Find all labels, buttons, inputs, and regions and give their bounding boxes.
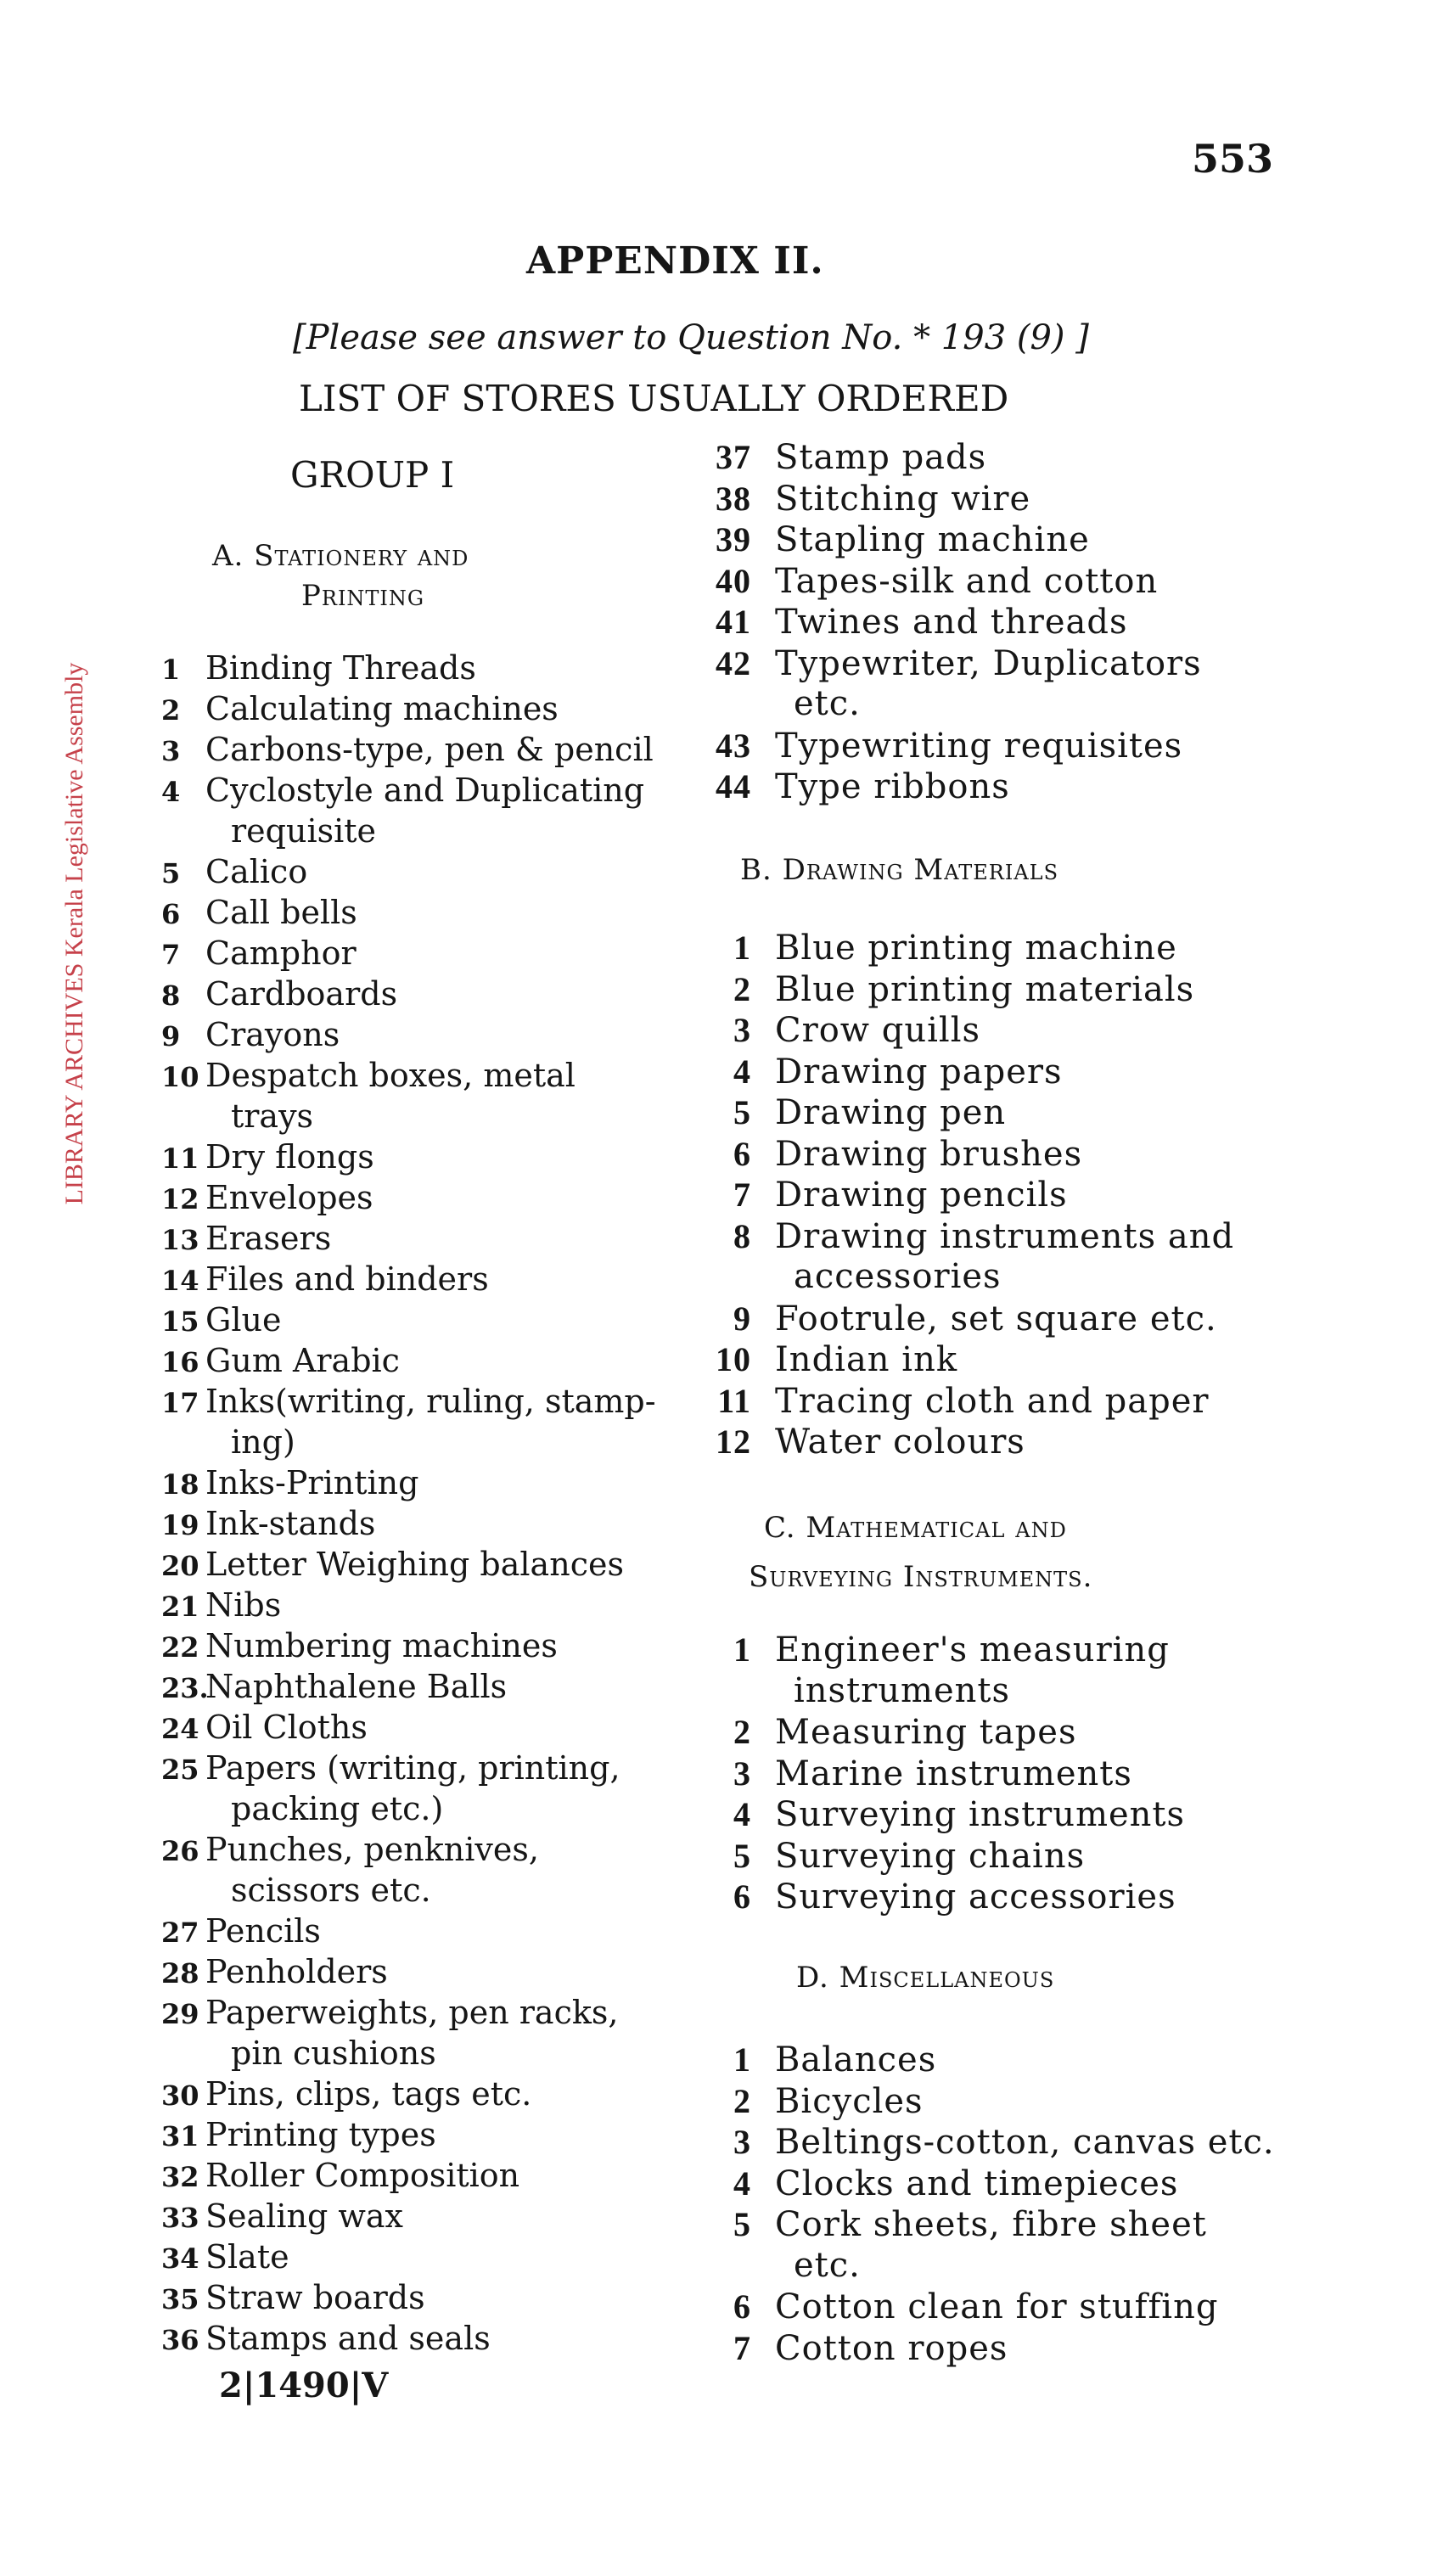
- item-text: Tapes-silk and cotton: [775, 561, 1159, 601]
- list-item: [161, 1301, 671, 1342]
- item-number: 16: [161, 1346, 199, 1378]
- list-item: [161, 1464, 671, 1505]
- list-item: [671, 1712, 1341, 1754]
- list-item: [161, 2320, 671, 2360]
- item-text: Ink-stands: [205, 1505, 376, 1542]
- item-text: Glue: [205, 1301, 282, 1339]
- list-item: [671, 1092, 1341, 1134]
- item-text: Sealing wax: [205, 2197, 403, 2235]
- item-text: Stitching wire: [775, 479, 1031, 519]
- item-text: Drawing pen: [775, 1093, 1007, 1132]
- item-number: 3: [733, 1011, 751, 1049]
- list-item: [161, 1709, 671, 1749]
- list-item-continuation: [161, 1872, 671, 1912]
- list-item: [161, 1505, 671, 1546]
- item-text: Blue printing machine: [775, 929, 1177, 968]
- list-item: [161, 1953, 671, 1994]
- list-item: [671, 2164, 1341, 2205]
- item-number: 5: [733, 1093, 751, 1131]
- item-number: 6: [733, 2287, 751, 2326]
- list-item: [671, 1877, 1341, 1918]
- item-text: Blue printing materials: [775, 969, 1195, 1009]
- item-number: 43: [716, 726, 751, 765]
- item-text: Letter Weighing balances: [205, 1546, 624, 1583]
- item-text: Slate: [205, 2238, 289, 2276]
- item-text: ing): [231, 1423, 295, 1461]
- item-text: requisite: [231, 812, 377, 850]
- list-item: [671, 726, 1341, 767]
- item-number: 27: [161, 1917, 199, 1949]
- list-item: [671, 2040, 1341, 2081]
- list-item-continuation: [161, 1097, 671, 1138]
- list-item: [161, 853, 671, 894]
- item-number: 9: [733, 1299, 751, 1338]
- item-number: 14: [161, 1265, 199, 1297]
- list-item-continuation: [671, 1257, 1341, 1299]
- section-c-title-line1: C. Mathematical and: [764, 1511, 1067, 1545]
- item-text: Marine instruments: [775, 1754, 1132, 1793]
- list-item: [161, 731, 671, 772]
- item-number: 42: [716, 643, 751, 682]
- item-text: Calculating machines: [205, 690, 559, 727]
- item-number: 8: [161, 979, 181, 1012]
- item-number: 2: [161, 694, 181, 727]
- item-text: Paperweights, pen racks,: [205, 1994, 619, 2031]
- list-item: [671, 1794, 1341, 1836]
- item-number: 31: [161, 2120, 199, 2152]
- item-text: Drawing brushes: [775, 1134, 1083, 1174]
- item-text: Roller Composition: [205, 2157, 520, 2194]
- list-item: [161, 2116, 671, 2157]
- list-item-continuation: [161, 812, 671, 853]
- item-text: Nibs: [205, 1586, 282, 1624]
- item-number: 5: [733, 2205, 751, 2243]
- item-text: Typewriter, Duplicators: [775, 643, 1202, 683]
- item-text: accessories: [794, 1257, 1002, 1296]
- list-item: [161, 2197, 671, 2238]
- item-number: 12: [716, 1423, 751, 1461]
- list-item: [671, 1175, 1341, 1216]
- item-text: Drawing instruments and: [775, 1216, 1235, 1256]
- item-text: etc.: [794, 684, 861, 723]
- section-a-title-line2: Printing: [301, 579, 425, 613]
- item-text: Printing types: [205, 2116, 436, 2153]
- item-number: 4: [733, 1795, 751, 1833]
- item-number: 3: [733, 1754, 751, 1793]
- item-text: Inks(writing, ruling, stamp-: [205, 1383, 656, 1420]
- item-text: Camphor: [205, 934, 357, 972]
- item-text: Gum Arabic: [205, 1342, 400, 1379]
- item-text: Balances: [775, 2040, 937, 2079]
- list-item: [161, 1179, 671, 1220]
- item-number: 6: [161, 898, 181, 930]
- item-text: Engineer's measuring: [775, 1630, 1170, 1670]
- section-d-list: [671, 2040, 1341, 2369]
- list-item: [161, 894, 671, 934]
- item-number: 13: [161, 1224, 199, 1256]
- item-number: 3: [161, 735, 181, 767]
- group-title: GROUP I: [290, 454, 455, 496]
- list-item: [671, 766, 1341, 808]
- list-item: [671, 561, 1341, 603]
- item-number: 10: [716, 1340, 751, 1378]
- list-item: [161, 2157, 671, 2197]
- page-number: 553: [1192, 136, 1274, 182]
- item-text: Stamp pads: [775, 438, 987, 477]
- item-number: 6: [733, 1877, 751, 1916]
- list-item: [161, 1994, 671, 2034]
- list-item: [161, 1912, 671, 1953]
- item-text: Inks-Printing: [205, 1464, 419, 1501]
- item-text: Cotton ropes: [775, 2328, 1008, 2368]
- list-item: [671, 1836, 1341, 1877]
- item-text: packing etc.): [231, 1790, 444, 1827]
- item-number: 26: [161, 1835, 199, 1867]
- list-item: [671, 1052, 1341, 1093]
- item-text: Envelopes: [205, 1179, 373, 1216]
- list-item: [161, 690, 671, 731]
- item-number: 21: [161, 1591, 199, 1623]
- item-number: 3: [733, 2123, 751, 2161]
- footer-code: 2|1490|V: [219, 2366, 389, 2405]
- item-number: 18: [161, 1468, 199, 1501]
- list-item: [671, 1339, 1341, 1381]
- list-heading: LIST OF STORES USUALLY ORDERED: [299, 378, 1009, 419]
- item-number: 5: [733, 1836, 751, 1875]
- list-item: [671, 479, 1341, 520]
- item-text: Numbering machines: [205, 1627, 558, 1664]
- item-number: 7: [733, 1176, 751, 1214]
- item-text: Straw boards: [205, 2279, 425, 2316]
- item-number: 1: [733, 2040, 751, 2079]
- item-number: 6: [733, 1134, 751, 1173]
- item-text: Papers (writing, printing,: [205, 1749, 620, 1787]
- item-text: Stapling machine: [775, 520, 1090, 559]
- item-number: 11: [161, 1142, 199, 1175]
- item-number: 22: [161, 1631, 199, 1664]
- watermark-text: LIBRARY ARCHIVES Kerala Legislative Assembly: [60, 662, 88, 1205]
- item-number: 20: [161, 1550, 199, 1582]
- item-text: Crow quills: [775, 1011, 981, 1050]
- list-item: [671, 1216, 1341, 1258]
- item-number: 15: [161, 1305, 199, 1338]
- item-text: Beltings-cotton, canvas etc.: [775, 2123, 1275, 2162]
- list-item: [161, 1016, 671, 1057]
- item-number: 2: [733, 969, 751, 1008]
- item-number: 1: [733, 1630, 751, 1669]
- item-number: 32: [161, 2161, 199, 2193]
- item-text: Surveying accessories: [775, 1877, 1176, 1917]
- list-item: [161, 649, 671, 690]
- list-item: [671, 1754, 1341, 1795]
- item-text: Carbons-type, pen & pencil: [205, 731, 654, 768]
- list-item: [671, 1422, 1341, 1463]
- list-item: [671, 437, 1341, 479]
- item-text: Indian ink: [775, 1340, 958, 1379]
- item-number: 34: [161, 2242, 199, 2275]
- list-item: [671, 2204, 1341, 2246]
- item-number: 4: [733, 1052, 751, 1091]
- item-text: Pins, clips, tags etc.: [205, 2075, 532, 2113]
- list-item: [161, 1668, 671, 1709]
- item-text: Oil Cloths: [205, 1709, 368, 1746]
- item-number: 30: [161, 2079, 199, 2112]
- item-number: 41: [716, 603, 751, 641]
- item-text: Drawing pencils: [775, 1176, 1068, 1215]
- item-number: 8: [733, 1216, 751, 1255]
- item-number: 1: [161, 654, 181, 686]
- list-item: [161, 1342, 671, 1383]
- item-text: Water colours: [775, 1423, 1025, 1462]
- list-item-continuation: [161, 1423, 671, 1464]
- list-item: [161, 1383, 671, 1423]
- item-text: scissors etc.: [231, 1872, 431, 1909]
- list-item: [671, 602, 1341, 643]
- item-text: etc.: [794, 2245, 861, 2285]
- item-text: Surveying instruments: [775, 1795, 1186, 1834]
- list-item: [671, 519, 1341, 561]
- list-item: [161, 1138, 671, 1179]
- item-text: Cyclostyle and Duplicating: [205, 772, 645, 809]
- list-item: [161, 772, 671, 812]
- item-number: 17: [161, 1387, 199, 1419]
- list-item: [161, 1220, 671, 1260]
- list-item: [671, 928, 1341, 969]
- item-text: Dry flongs: [205, 1138, 374, 1176]
- item-text: Despatch boxes, metal: [205, 1057, 576, 1094]
- list-item: [161, 2238, 671, 2279]
- item-number: 12: [161, 1183, 199, 1215]
- item-text: Clocks and timepieces: [775, 2164, 1179, 2203]
- item-text: Drawing papers: [775, 1052, 1063, 1092]
- item-number: 2: [733, 1713, 751, 1751]
- item-text: Calico: [205, 853, 308, 890]
- list-item: [161, 975, 671, 1016]
- section-c-list: [671, 1630, 1341, 1918]
- item-number: 2: [733, 2081, 751, 2120]
- list-item-continuation: [671, 1671, 1341, 1713]
- list-item: [161, 1546, 671, 1586]
- section-d-title: D. Miscellaneous: [796, 1961, 1055, 1995]
- section-a-title-line1: A. Stationery and: [212, 539, 469, 573]
- item-text: Cork sheets, fibre sheet: [775, 2205, 1207, 2244]
- item-text: Pencils: [205, 1912, 321, 1950]
- item-number: 28: [161, 1957, 199, 1990]
- item-text: Twines and threads: [775, 603, 1128, 642]
- item-text: Surveying chains: [775, 1836, 1086, 1876]
- section-a-continued-list: [671, 437, 1341, 808]
- item-number: 7: [161, 939, 181, 971]
- item-text: Bicycles: [775, 2081, 924, 2121]
- item-text: Type ribbons: [775, 767, 1010, 806]
- item-number: 24: [161, 1713, 199, 1745]
- item-number: 25: [161, 1754, 199, 1786]
- list-item: [671, 1630, 1341, 1671]
- list-item: [161, 2075, 671, 2116]
- item-number: 11: [717, 1381, 751, 1420]
- item-text: instruments: [794, 1670, 1011, 1710]
- question-reference: [Please see answer to Question No. * 193 (9) ]: [293, 318, 1089, 357]
- item-number: 19: [161, 1509, 199, 1541]
- list-item: [161, 1057, 671, 1097]
- list-item: [161, 1831, 671, 1872]
- list-item: [671, 2287, 1341, 2328]
- list-item-continuation: [671, 684, 1341, 726]
- list-item: [161, 1627, 671, 1668]
- item-number: 44: [716, 767, 751, 805]
- item-text: trays: [231, 1097, 314, 1135]
- item-text: Cardboards: [205, 975, 398, 1013]
- item-text: Tracing cloth and paper: [775, 1381, 1210, 1421]
- list-item: [161, 1586, 671, 1627]
- list-item-continuation: [161, 1790, 671, 1831]
- list-item: [671, 1381, 1341, 1423]
- item-text: Penholders: [205, 1953, 388, 1990]
- section-a-items: [161, 649, 671, 2360]
- section-b-list: [671, 928, 1341, 1463]
- item-number: 23.: [161, 1672, 209, 1704]
- section-c-title-line2: Surveying Instruments.: [749, 1560, 1093, 1594]
- list-item: [671, 1010, 1341, 1052]
- item-number: 39: [716, 520, 751, 558]
- item-text: Files and binders: [205, 1260, 489, 1298]
- item-text: pin cushions: [231, 2034, 436, 2072]
- item-text: Call bells: [205, 894, 357, 931]
- item-number: 37: [716, 438, 751, 476]
- item-text: Stamps and seals: [205, 2320, 491, 2357]
- item-text: Punches, penknives,: [205, 1831, 539, 1868]
- item-number: 9: [161, 1020, 181, 1052]
- list-item: [671, 1134, 1341, 1176]
- item-number: 4: [733, 2164, 751, 2203]
- list-item: [671, 969, 1341, 1011]
- list-item: [161, 1749, 671, 1790]
- item-text: Footrule, set square etc.: [775, 1299, 1217, 1339]
- section-b-title: B. Drawing Materials: [740, 853, 1059, 887]
- list-item: [671, 2122, 1341, 2164]
- list-item: [671, 1299, 1341, 1340]
- list-item: [161, 934, 671, 975]
- item-text: Binding Threads: [205, 649, 476, 687]
- item-number: 29: [161, 1998, 199, 2030]
- appendix-title: APPENDIX II.: [526, 239, 824, 283]
- item-text: Typewriting requisites: [775, 726, 1183, 766]
- list-item: [161, 1260, 671, 1301]
- item-text: Erasers: [205, 1220, 332, 1257]
- item-number: 33: [161, 2202, 199, 2234]
- item-text: Naphthalene Balls: [205, 1668, 508, 1705]
- list-item: [671, 2328, 1341, 2370]
- list-item-continuation: [161, 2034, 671, 2075]
- list-item-continuation: [671, 2246, 1341, 2287]
- item-number: 40: [716, 561, 751, 600]
- item-text: Cotton clean for stuffing: [775, 2287, 1219, 2326]
- item-text: Measuring tapes: [775, 1713, 1077, 1752]
- item-number: 10: [161, 1061, 199, 1093]
- item-number: 35: [161, 2283, 199, 2315]
- list-item: [161, 2279, 671, 2320]
- section-a-list: [161, 649, 671, 2360]
- list-item: [671, 643, 1341, 685]
- item-number: 5: [161, 857, 181, 890]
- item-number: 7: [733, 2328, 751, 2367]
- item-number: 1: [733, 929, 751, 967]
- item-text: Crayons: [205, 1016, 340, 1053]
- item-number: 38: [716, 479, 751, 518]
- item-number: 4: [161, 776, 181, 808]
- list-item: [671, 2081, 1341, 2123]
- item-number: 36: [161, 2324, 199, 2356]
